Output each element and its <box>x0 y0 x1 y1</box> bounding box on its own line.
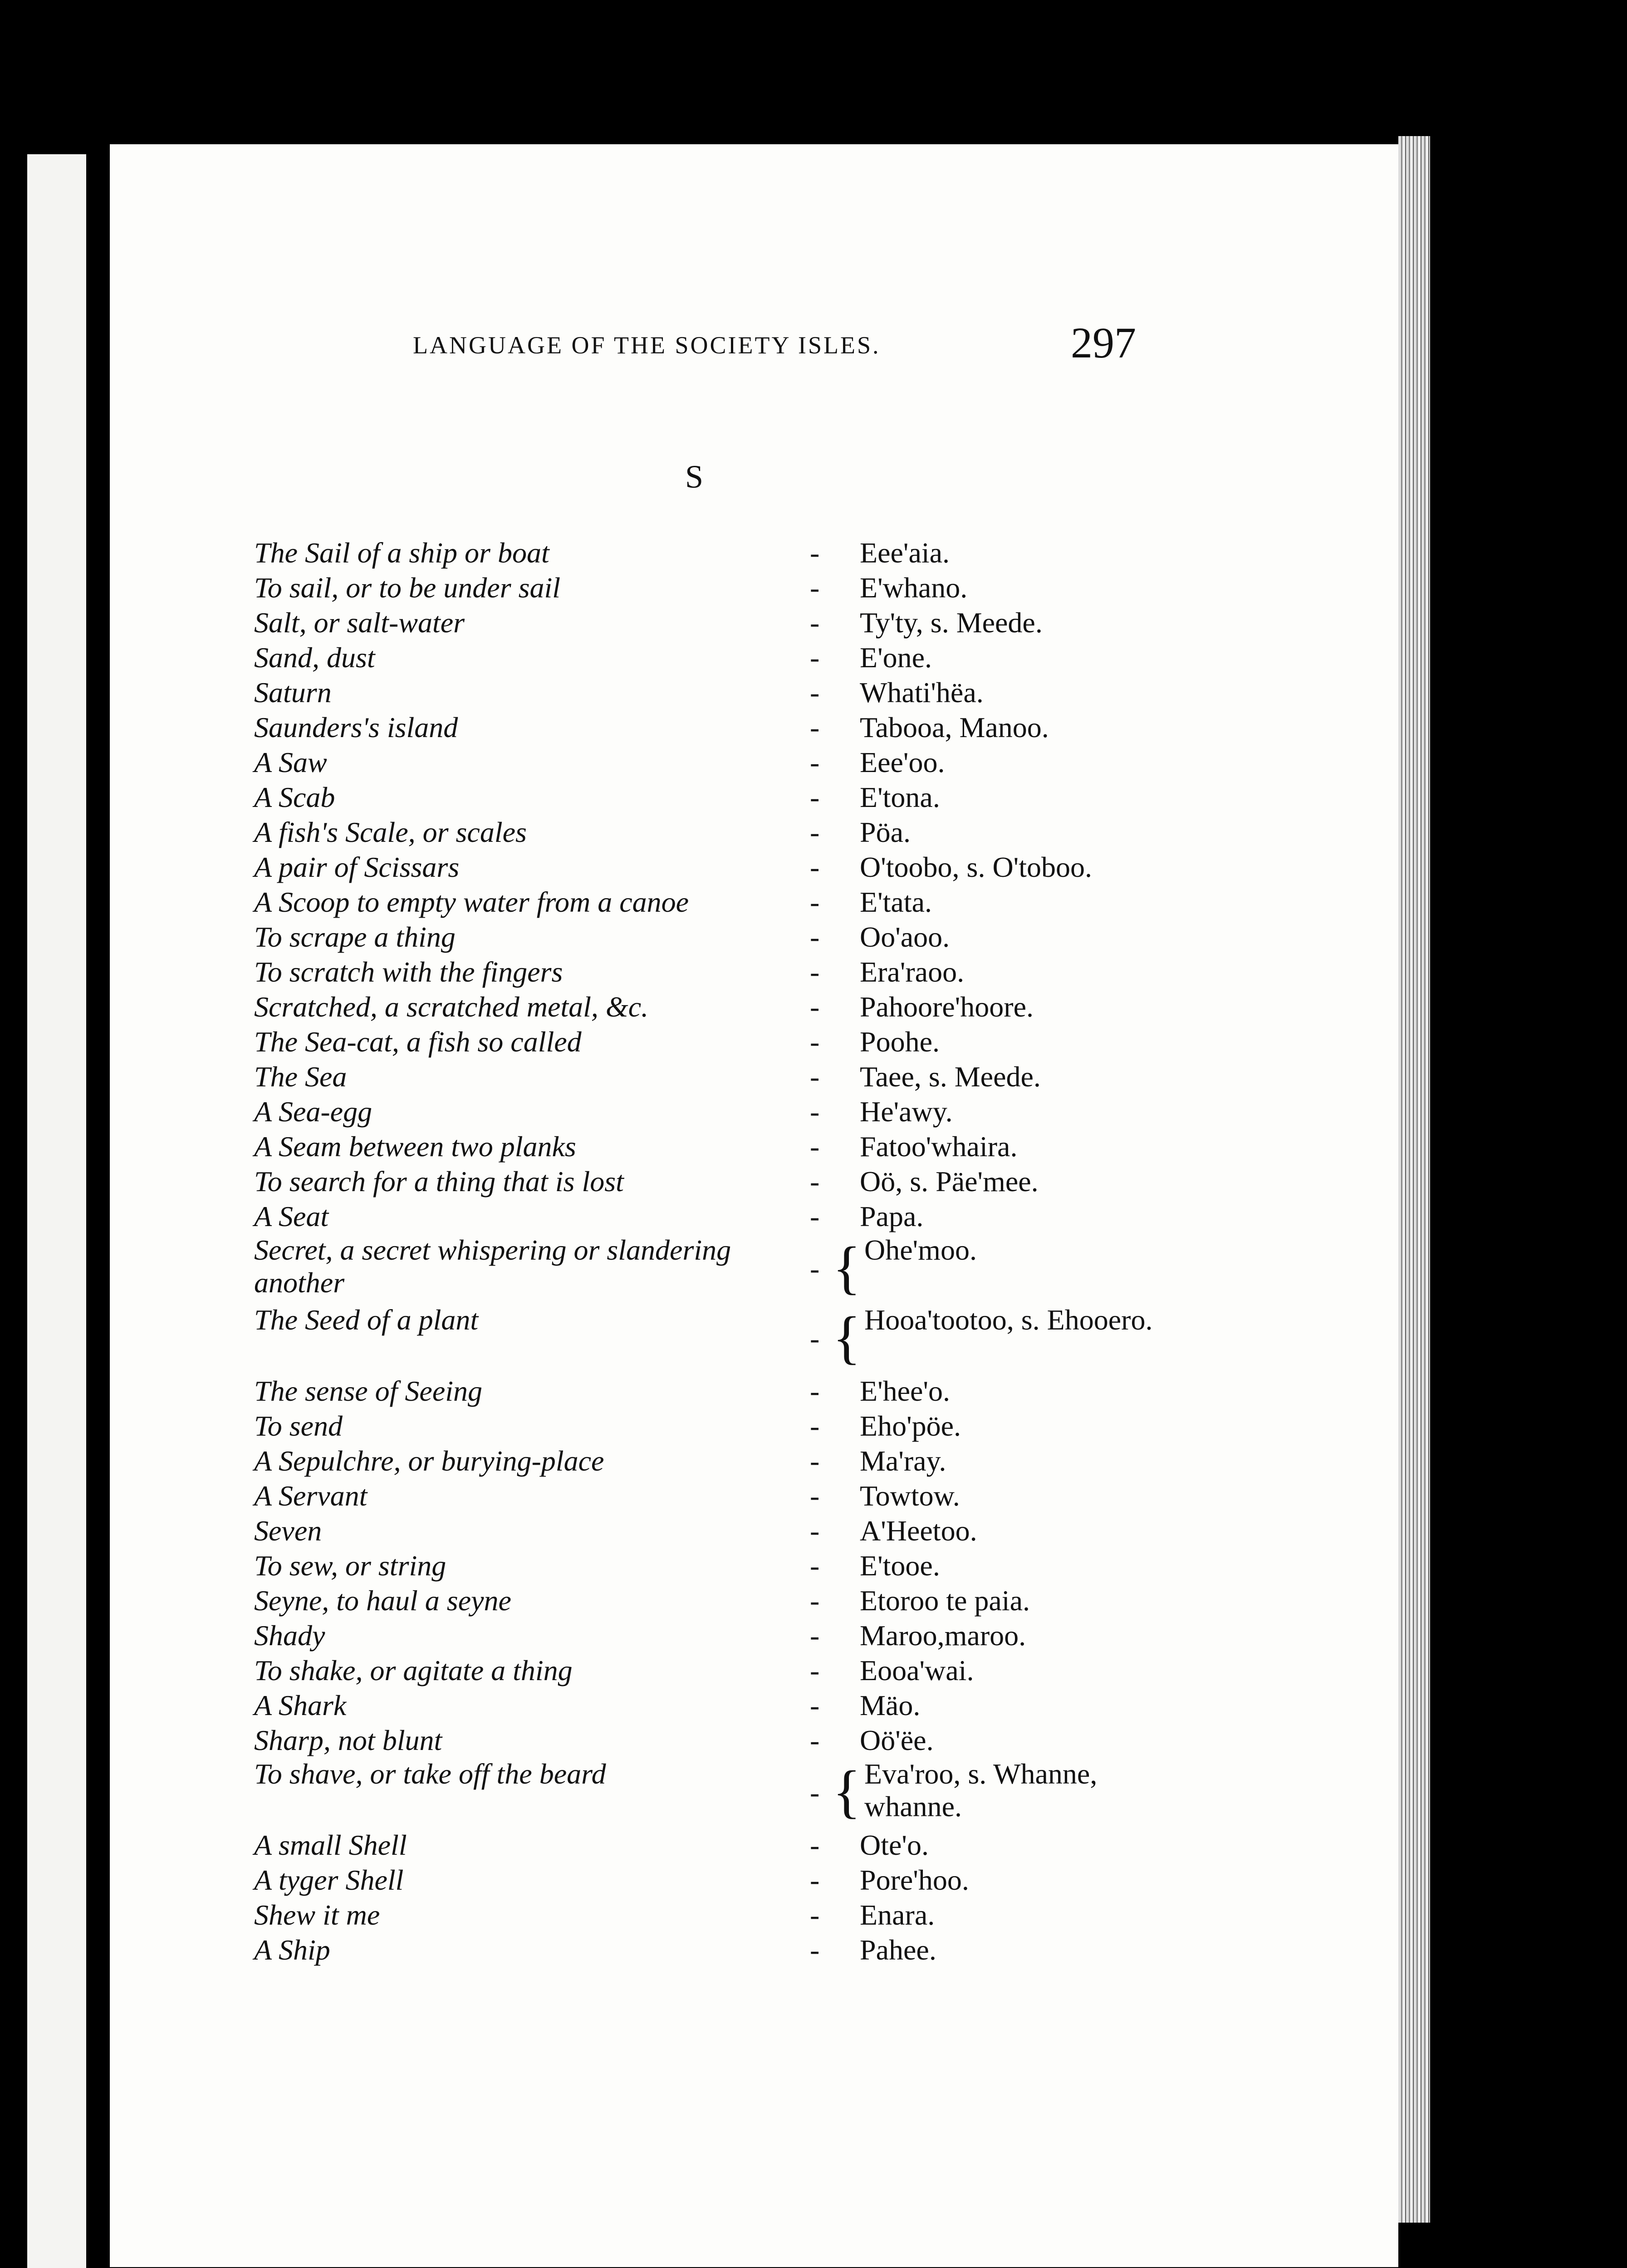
english-term: A Shark <box>254 1689 347 1721</box>
native-term: Eho'pöe. <box>860 1410 961 1442</box>
leader-dash: - <box>810 1410 820 1442</box>
brace-mark: { <box>833 1305 861 1370</box>
leader-dash: - <box>810 537 820 569</box>
vocabulary-entry <box>254 1059 1207 1094</box>
vocabulary-entry <box>254 1897 1207 1932</box>
leader-dash: - <box>810 676 820 709</box>
vocabulary-entry <box>254 640 1207 675</box>
vocabulary-entry <box>254 745 1207 780</box>
english-term: To shave, or take off the beard <box>254 1758 606 1790</box>
english-term: The Sea-cat, a fish so called <box>254 1026 582 1058</box>
leader-dash: - <box>810 1776 820 1809</box>
vocabulary-entry <box>254 815 1207 850</box>
english-term: A fish's Scale, or scales <box>254 816 527 848</box>
leader-dash: - <box>810 1724 820 1756</box>
vocabulary-entry <box>254 1688 1207 1723</box>
vocabulary-entry <box>254 780 1207 815</box>
native-term: Ohe'moo. <box>864 1234 977 1266</box>
vocabulary-entry <box>254 535 1207 570</box>
vocabulary-entry <box>254 1408 1207 1443</box>
english-term: A Scoop to empty water from a canoe <box>254 886 689 918</box>
english-term: To search for a thing that is lost <box>254 1165 624 1198</box>
vocabulary-entry <box>254 710 1207 745</box>
native-term: Ma'ray. <box>860 1445 946 1477</box>
native-term: Ote'o. <box>860 1829 929 1861</box>
english-term: A Ship <box>254 1934 330 1966</box>
vocabulary-entry <box>254 850 1207 885</box>
english-term: A pair of Scissars <box>254 851 460 883</box>
english-term: A Sepulchre, or burying-place <box>254 1445 604 1477</box>
native-term: E'tooe. <box>860 1549 940 1582</box>
leader-dash: - <box>810 991 820 1023</box>
vocabulary-entry <box>254 954 1207 989</box>
english-term: Salt, or salt-water <box>254 606 465 639</box>
leader-dash: - <box>810 1864 820 1896</box>
vocabulary-entry <box>254 1583 1207 1618</box>
brace-mark: { <box>833 1759 861 1824</box>
native-term: Pöa. <box>860 816 911 848</box>
english-term: The Sea <box>254 1061 347 1093</box>
english-term: A Saw <box>254 746 327 778</box>
english-term: A Seam between two planks <box>254 1130 576 1163</box>
english-term: Saturn <box>254 676 332 709</box>
leader-dash: - <box>810 781 820 813</box>
english-term: A small Shell <box>254 1829 407 1861</box>
native-term: Eee'aia. <box>860 537 950 569</box>
leader-dash: - <box>810 1375 820 1407</box>
english-term: A tyger Shell <box>254 1864 404 1896</box>
native-term: Mäo. <box>860 1689 921 1721</box>
brace-mark: { <box>833 1235 861 1300</box>
native-term: Pore'hoo. <box>860 1864 969 1896</box>
native-term: O'toobo, s. O'toboo. <box>860 851 1092 883</box>
native-term: Pahee. <box>860 1934 936 1966</box>
native-term: Eva'roo, s. Whanne, whanne. <box>864 1758 1098 1823</box>
english-term: To sew, or string <box>254 1549 446 1582</box>
leader-dash: - <box>810 1899 820 1931</box>
english-term: To send <box>254 1410 343 1442</box>
native-term: Maroo,maroo. <box>860 1619 1026 1652</box>
leader-dash: - <box>810 1689 820 1721</box>
english-term: A Seat <box>254 1200 329 1232</box>
leader-dash: - <box>810 1026 820 1058</box>
english-term: Scratched, a scratched metal, &c. <box>254 991 649 1023</box>
leader-dash: - <box>810 956 820 988</box>
english-term: To scratch with the fingers <box>254 956 563 988</box>
native-term: Poohe. <box>860 1026 940 1058</box>
leader-dash: - <box>810 572 820 604</box>
native-term: Oö, s. Päe'mee. <box>860 1165 1039 1198</box>
native-term: Oo'aoo. <box>860 921 950 953</box>
leader-dash: - <box>810 711 820 743</box>
english-term: Shady <box>254 1619 325 1652</box>
leader-dash: - <box>810 1584 820 1617</box>
leader-dash: - <box>810 1619 820 1652</box>
native-term: Taee, s. Meede. <box>860 1061 1041 1093</box>
leader-dash: - <box>810 1829 820 1861</box>
native-term: Papa. <box>860 1200 924 1232</box>
english-term: A Scab <box>254 781 335 813</box>
leader-dash: - <box>810 1252 820 1285</box>
english-term: Sharp, not blunt <box>254 1724 442 1756</box>
native-term: E'one. <box>860 641 932 674</box>
native-term: Era'raoo. <box>860 956 965 988</box>
vocabulary-entry <box>254 1828 1207 1862</box>
english-term: To sail, or to be under sail <box>254 572 561 604</box>
leader-dash: - <box>810 1549 820 1582</box>
native-term: Eee'oo. <box>860 746 945 778</box>
native-term: Eooa'wai. <box>860 1654 974 1686</box>
vocabulary-entry <box>254 1164 1207 1199</box>
native-term: E'tona. <box>860 781 940 813</box>
vocabulary-entry <box>254 1758 1207 1828</box>
leader-dash: - <box>810 1061 820 1093</box>
section-letter: S <box>685 459 704 495</box>
english-term: To scrape a thing <box>254 921 456 953</box>
leader-dash: - <box>810 1654 820 1686</box>
vocabulary-entry <box>254 1094 1207 1129</box>
vocabulary-entry <box>254 1478 1207 1513</box>
english-term: A Sea-egg <box>254 1095 372 1128</box>
native-term: Hooa'tootoo, s. Ehooero. <box>864 1304 1153 1336</box>
vocabulary-entry <box>254 570 1207 605</box>
vocabulary-entry <box>254 1862 1207 1897</box>
native-term: Enara. <box>860 1899 935 1931</box>
leader-dash: - <box>810 1130 820 1163</box>
native-term: Oö'ëe. <box>860 1724 934 1756</box>
leader-dash: - <box>810 886 820 918</box>
vocabulary-entry <box>254 1374 1207 1408</box>
vocabulary-entry <box>254 989 1207 1024</box>
native-term: Ty'ty, s. Meede. <box>860 606 1043 639</box>
native-term: E'hee'o. <box>860 1375 950 1407</box>
running-head: LANGUAGE OF THE SOCIETY ISLES. <box>413 332 881 359</box>
vocabulary-entry <box>254 1723 1207 1758</box>
vocabulary-entry <box>254 1199 1207 1234</box>
native-term: E'whano. <box>860 572 968 604</box>
english-term: The Seed of a plant <box>254 1304 479 1336</box>
vocabulary-entry <box>254 1653 1207 1688</box>
vocabulary-entry <box>254 1618 1207 1653</box>
vocabulary-entry <box>254 1024 1207 1059</box>
vocabulary-list <box>254 535 1207 1967</box>
english-term: Shew it me <box>254 1899 380 1931</box>
native-term: Whati'hëa. <box>860 676 984 709</box>
book-page-edges <box>1398 136 1430 2223</box>
english-term: The sense of Seeing <box>254 1375 482 1407</box>
english-term: The Sail of a ship or boat <box>254 537 549 569</box>
native-term: He'awy. <box>860 1095 953 1128</box>
english-term: Seyne, to haul a seyne <box>254 1584 511 1617</box>
vocabulary-entry <box>254 1234 1207 1304</box>
english-term: Seven <box>254 1515 322 1547</box>
page-number: 297 <box>1071 318 1136 367</box>
vocabulary-entry <box>254 1932 1207 1967</box>
vocabulary-entry <box>254 1129 1207 1164</box>
vocabulary-entry <box>254 919 1207 954</box>
leader-dash: - <box>810 851 820 883</box>
leader-dash: - <box>810 1200 820 1232</box>
leader-dash: - <box>810 641 820 674</box>
leader-dash: - <box>810 606 820 639</box>
native-term: Etoroo te paia. <box>860 1584 1030 1617</box>
leader-dash: - <box>810 1165 820 1198</box>
leader-dash: - <box>810 1445 820 1477</box>
vocabulary-entry <box>254 1513 1207 1548</box>
english-term: Sand, dust <box>254 641 375 674</box>
leader-dash: - <box>810 1095 820 1128</box>
native-term: Fatoo'whaira. <box>860 1130 1018 1163</box>
leader-dash: - <box>810 816 820 848</box>
english-term: Secret, a secret whispering or slandering another <box>254 1234 731 1299</box>
english-term: A Servant <box>254 1480 368 1512</box>
native-term: A'Heetoo. <box>860 1515 977 1547</box>
facing-page-edge <box>27 154 86 2268</box>
leader-dash: - <box>810 1480 820 1512</box>
native-term: E'tata. <box>860 886 932 918</box>
native-term: Tabooa, Manoo. <box>860 711 1049 743</box>
leader-dash: - <box>810 1515 820 1547</box>
leader-dash: - <box>810 921 820 953</box>
vocabulary-entry <box>254 605 1207 640</box>
vocabulary-entry <box>254 1548 1207 1583</box>
vocabulary-entry <box>254 1443 1207 1478</box>
vocabulary-entry <box>254 675 1207 710</box>
native-term: Pahoore'hoore. <box>860 991 1034 1023</box>
native-term: Towtow. <box>860 1480 960 1512</box>
leader-dash: - <box>810 1934 820 1966</box>
english-term: Saunders's island <box>254 711 458 743</box>
vocabulary-entry <box>254 885 1207 919</box>
vocabulary-entry <box>254 1304 1207 1374</box>
leader-dash: - <box>810 746 820 778</box>
english-term: To shake, or agitate a thing <box>254 1654 573 1686</box>
leader-dash: - <box>810 1322 820 1354</box>
